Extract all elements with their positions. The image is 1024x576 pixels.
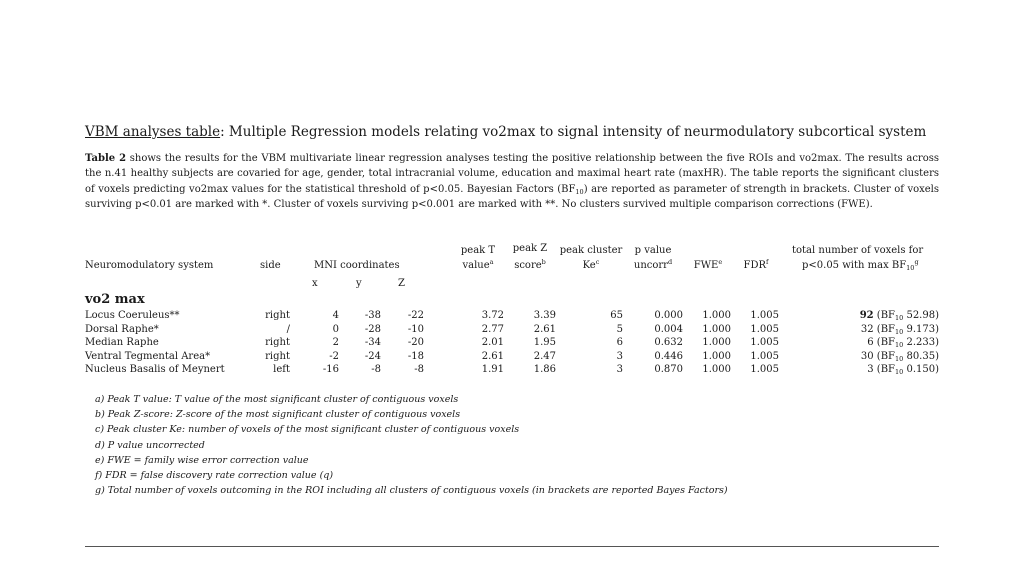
footnotes xyxy=(95,392,728,498)
header-total-2 xyxy=(802,260,919,272)
bf-value: 0.150) xyxy=(903,364,939,375)
cell-zscore: 2.47 xyxy=(533,350,556,362)
header-system: Neuromodulatory system xyxy=(85,260,214,271)
cell-system: Dorsal Raphe* xyxy=(85,323,159,335)
cell-x: 0 xyxy=(332,323,339,335)
bf-sub: 10 xyxy=(895,341,904,349)
header-peakt-sup: a xyxy=(489,258,494,266)
cell-system: Ventral Tegmental Area* xyxy=(85,350,211,362)
title-underlined: VBM analyses table xyxy=(85,124,221,140)
cell-side: right xyxy=(265,337,290,348)
cell-ke: 6 xyxy=(616,337,623,348)
cell-x: -16 xyxy=(322,364,339,375)
cell-t: 1.91 xyxy=(481,364,504,375)
cell-p: 0.870 xyxy=(654,364,683,375)
footnote-item: e) FWE = family wise error correction value xyxy=(95,454,309,466)
total-voxels: 3 xyxy=(867,364,874,375)
cell-side: left xyxy=(273,364,290,375)
total-voxels: 30 xyxy=(860,350,874,362)
cell-t: 3.72 xyxy=(481,310,504,321)
cell-ke: 3 xyxy=(616,350,623,362)
total-voxels: 92 xyxy=(859,310,874,321)
cell-ke: 65 xyxy=(610,310,623,321)
cell-z: -22 xyxy=(407,310,424,321)
header-x: x xyxy=(312,278,318,289)
cell-t: 2.77 xyxy=(481,323,504,335)
title-rest: : Multiple Regression models relating vo2max to signal intensity of neurmodulatory subcortical system xyxy=(220,124,927,140)
header-peakt-1: peak T xyxy=(460,245,496,256)
cell-total xyxy=(867,337,939,349)
cell-fdr: 1.005 xyxy=(750,350,779,362)
bf-sub: 10 xyxy=(895,327,904,336)
table-description xyxy=(85,151,939,212)
header-fwe-text: FWE xyxy=(693,260,719,271)
bf-value: 80.35) xyxy=(903,350,939,362)
header-total-2-text: p<0.05 with max BF xyxy=(802,260,907,271)
cell-system: Median Raphe xyxy=(85,337,159,348)
cell-fwe: 1.000 xyxy=(702,350,731,362)
cell-x: 4 xyxy=(332,310,339,321)
cell-p: 0.004 xyxy=(654,323,683,335)
section-title: vo2 max xyxy=(85,292,145,307)
footnote-item: g) Total number of voxels outcoming in the ROI including all clusters of contiguous voxels (in brackets are reported Bayes Factors) xyxy=(95,485,728,497)
cell-total xyxy=(867,364,939,376)
cell-fwe: 1.000 xyxy=(702,310,731,321)
cell-y: -34 xyxy=(364,337,381,348)
cell-p: 0.000 xyxy=(654,310,683,321)
header-y: y xyxy=(356,278,362,289)
header-fdr xyxy=(736,260,776,272)
header-fwe-sup: e xyxy=(718,258,723,266)
bf-sub: 10 xyxy=(895,314,904,322)
cell-y: -38 xyxy=(364,310,381,321)
bf-label: (BF xyxy=(873,337,895,348)
footnote-item: d) P value uncorrected xyxy=(95,439,205,451)
bottom-rule xyxy=(85,546,939,547)
cell-x: -2 xyxy=(329,350,339,362)
page-title xyxy=(85,124,926,140)
header-peakz-1: peak Z xyxy=(512,243,548,254)
header-cluster-2 xyxy=(558,260,624,272)
header-peakz-2-text: score xyxy=(514,260,542,271)
cell-p: 0.632 xyxy=(654,337,683,348)
description-label: Table 2 xyxy=(85,153,127,164)
header-fdr-sup: f xyxy=(766,258,769,266)
header-z: Z xyxy=(398,278,405,289)
cell-side: right xyxy=(265,350,290,362)
cell-y: -28 xyxy=(364,323,381,335)
cell-system: Nucleus Basalis of Meynert xyxy=(85,364,225,375)
header-fwe xyxy=(688,260,728,272)
cell-side: / xyxy=(286,323,290,335)
cell-fdr: 1.005 xyxy=(750,323,779,335)
header-cluster-sup: c xyxy=(595,258,600,266)
cell-total xyxy=(861,351,939,363)
cell-z: -18 xyxy=(407,350,424,362)
header-pval-2-text: uncorr xyxy=(633,260,668,271)
header-cluster-2-text: Ke xyxy=(582,260,596,271)
header-side: side xyxy=(260,260,281,271)
header-total-sub: 10 xyxy=(906,264,915,272)
cell-zscore: 2.61 xyxy=(533,323,556,335)
header-total-sup: g xyxy=(914,258,919,266)
bf-label: (BF xyxy=(873,323,895,335)
header-pval-sup: d xyxy=(667,258,673,266)
cell-z: -20 xyxy=(407,337,424,348)
cell-side: right xyxy=(265,310,290,321)
header-total-1: total number of voxels for xyxy=(792,245,924,256)
bf-value: 2.233) xyxy=(903,337,939,348)
cell-fdr: 1.005 xyxy=(750,310,779,321)
cell-y: -8 xyxy=(371,364,381,375)
header-mni: MNI coordinates xyxy=(314,260,400,271)
description-part1: shows the results for the VBM multivariate linear regression analyses testing the positive relationship between the five ROIs and vo2max. The results across the n.41 healthy subjects are covaried for age, gender, total intracranial volume, education and maximal heart rate (maxHR). The table reports the significant clusters of voxels predicting vo2max values for the statistical threshold of p<0.05. Bayesian Factors (BF xyxy=(85,153,939,195)
bf-value: 9.173) xyxy=(903,323,939,335)
cell-x: 2 xyxy=(332,337,339,348)
header-pval-2 xyxy=(628,260,678,272)
header-cluster-1: peak cluster xyxy=(559,245,623,256)
header-peakt-2-text: value xyxy=(462,260,490,271)
cell-fwe: 1.000 xyxy=(702,337,731,348)
cell-fwe: 1.000 xyxy=(702,323,731,335)
header-peakz-sup: b xyxy=(541,258,546,266)
total-voxels: 32 xyxy=(860,323,874,335)
cell-p: 0.446 xyxy=(654,350,683,362)
footnote-item: f) FDR = false discovery rate correction value (q) xyxy=(95,470,334,482)
cell-ke: 5 xyxy=(616,323,623,335)
cell-ke: 3 xyxy=(616,364,623,375)
header-peakt-2 xyxy=(452,260,504,272)
header-peakz-2 xyxy=(505,260,555,272)
cell-zscore: 3.39 xyxy=(533,310,556,321)
description-part2: ) are reported as parameter of strength in brackets. Cluster of voxels surviving p<0.01 are marked with *. Cluster of voxels surviving p<0.001 are marked with **. No clusters survived multiple comparison corrections (FWE). xyxy=(85,183,939,210)
cell-total xyxy=(860,310,939,322)
cell-fwe: 1.000 xyxy=(702,364,731,375)
footnote-item: b) Peak Z-score: Z-score of the most significant cluster of contiguous voxels xyxy=(95,409,461,421)
cell-z: -8 xyxy=(414,364,424,375)
cell-system: Locus Coeruleus** xyxy=(85,310,180,321)
bf-label: (BF xyxy=(873,350,895,362)
cell-zscore: 1.95 xyxy=(533,337,556,348)
footnote-item: c) Peak cluster Ke: number of voxels of the most significant cluster of contiguous voxels xyxy=(95,424,520,436)
total-voxels: 6 xyxy=(867,337,874,348)
cell-t: 2.61 xyxy=(481,350,504,362)
bf-sub: 10 xyxy=(895,354,904,363)
description-sub: 10 xyxy=(575,187,584,196)
cell-fdr: 1.005 xyxy=(750,337,779,348)
bf-label: (BF xyxy=(873,364,895,375)
header-fdr-text: FDR xyxy=(743,260,767,271)
cell-z: -10 xyxy=(407,323,424,335)
cell-zscore: 1.86 xyxy=(533,364,556,375)
cell-total xyxy=(861,324,939,336)
cell-t: 2.01 xyxy=(481,337,504,348)
footnote-item: a) Peak T value: T value of the most significant cluster of contiguous voxels xyxy=(95,394,459,405)
bf-label: (BF xyxy=(873,310,895,321)
bf-value: 52.98) xyxy=(903,310,939,321)
header-pval-1: p value xyxy=(634,245,672,256)
bf-sub: 10 xyxy=(895,368,904,376)
cell-y: -24 xyxy=(364,350,381,362)
cell-fdr: 1.005 xyxy=(750,364,779,375)
